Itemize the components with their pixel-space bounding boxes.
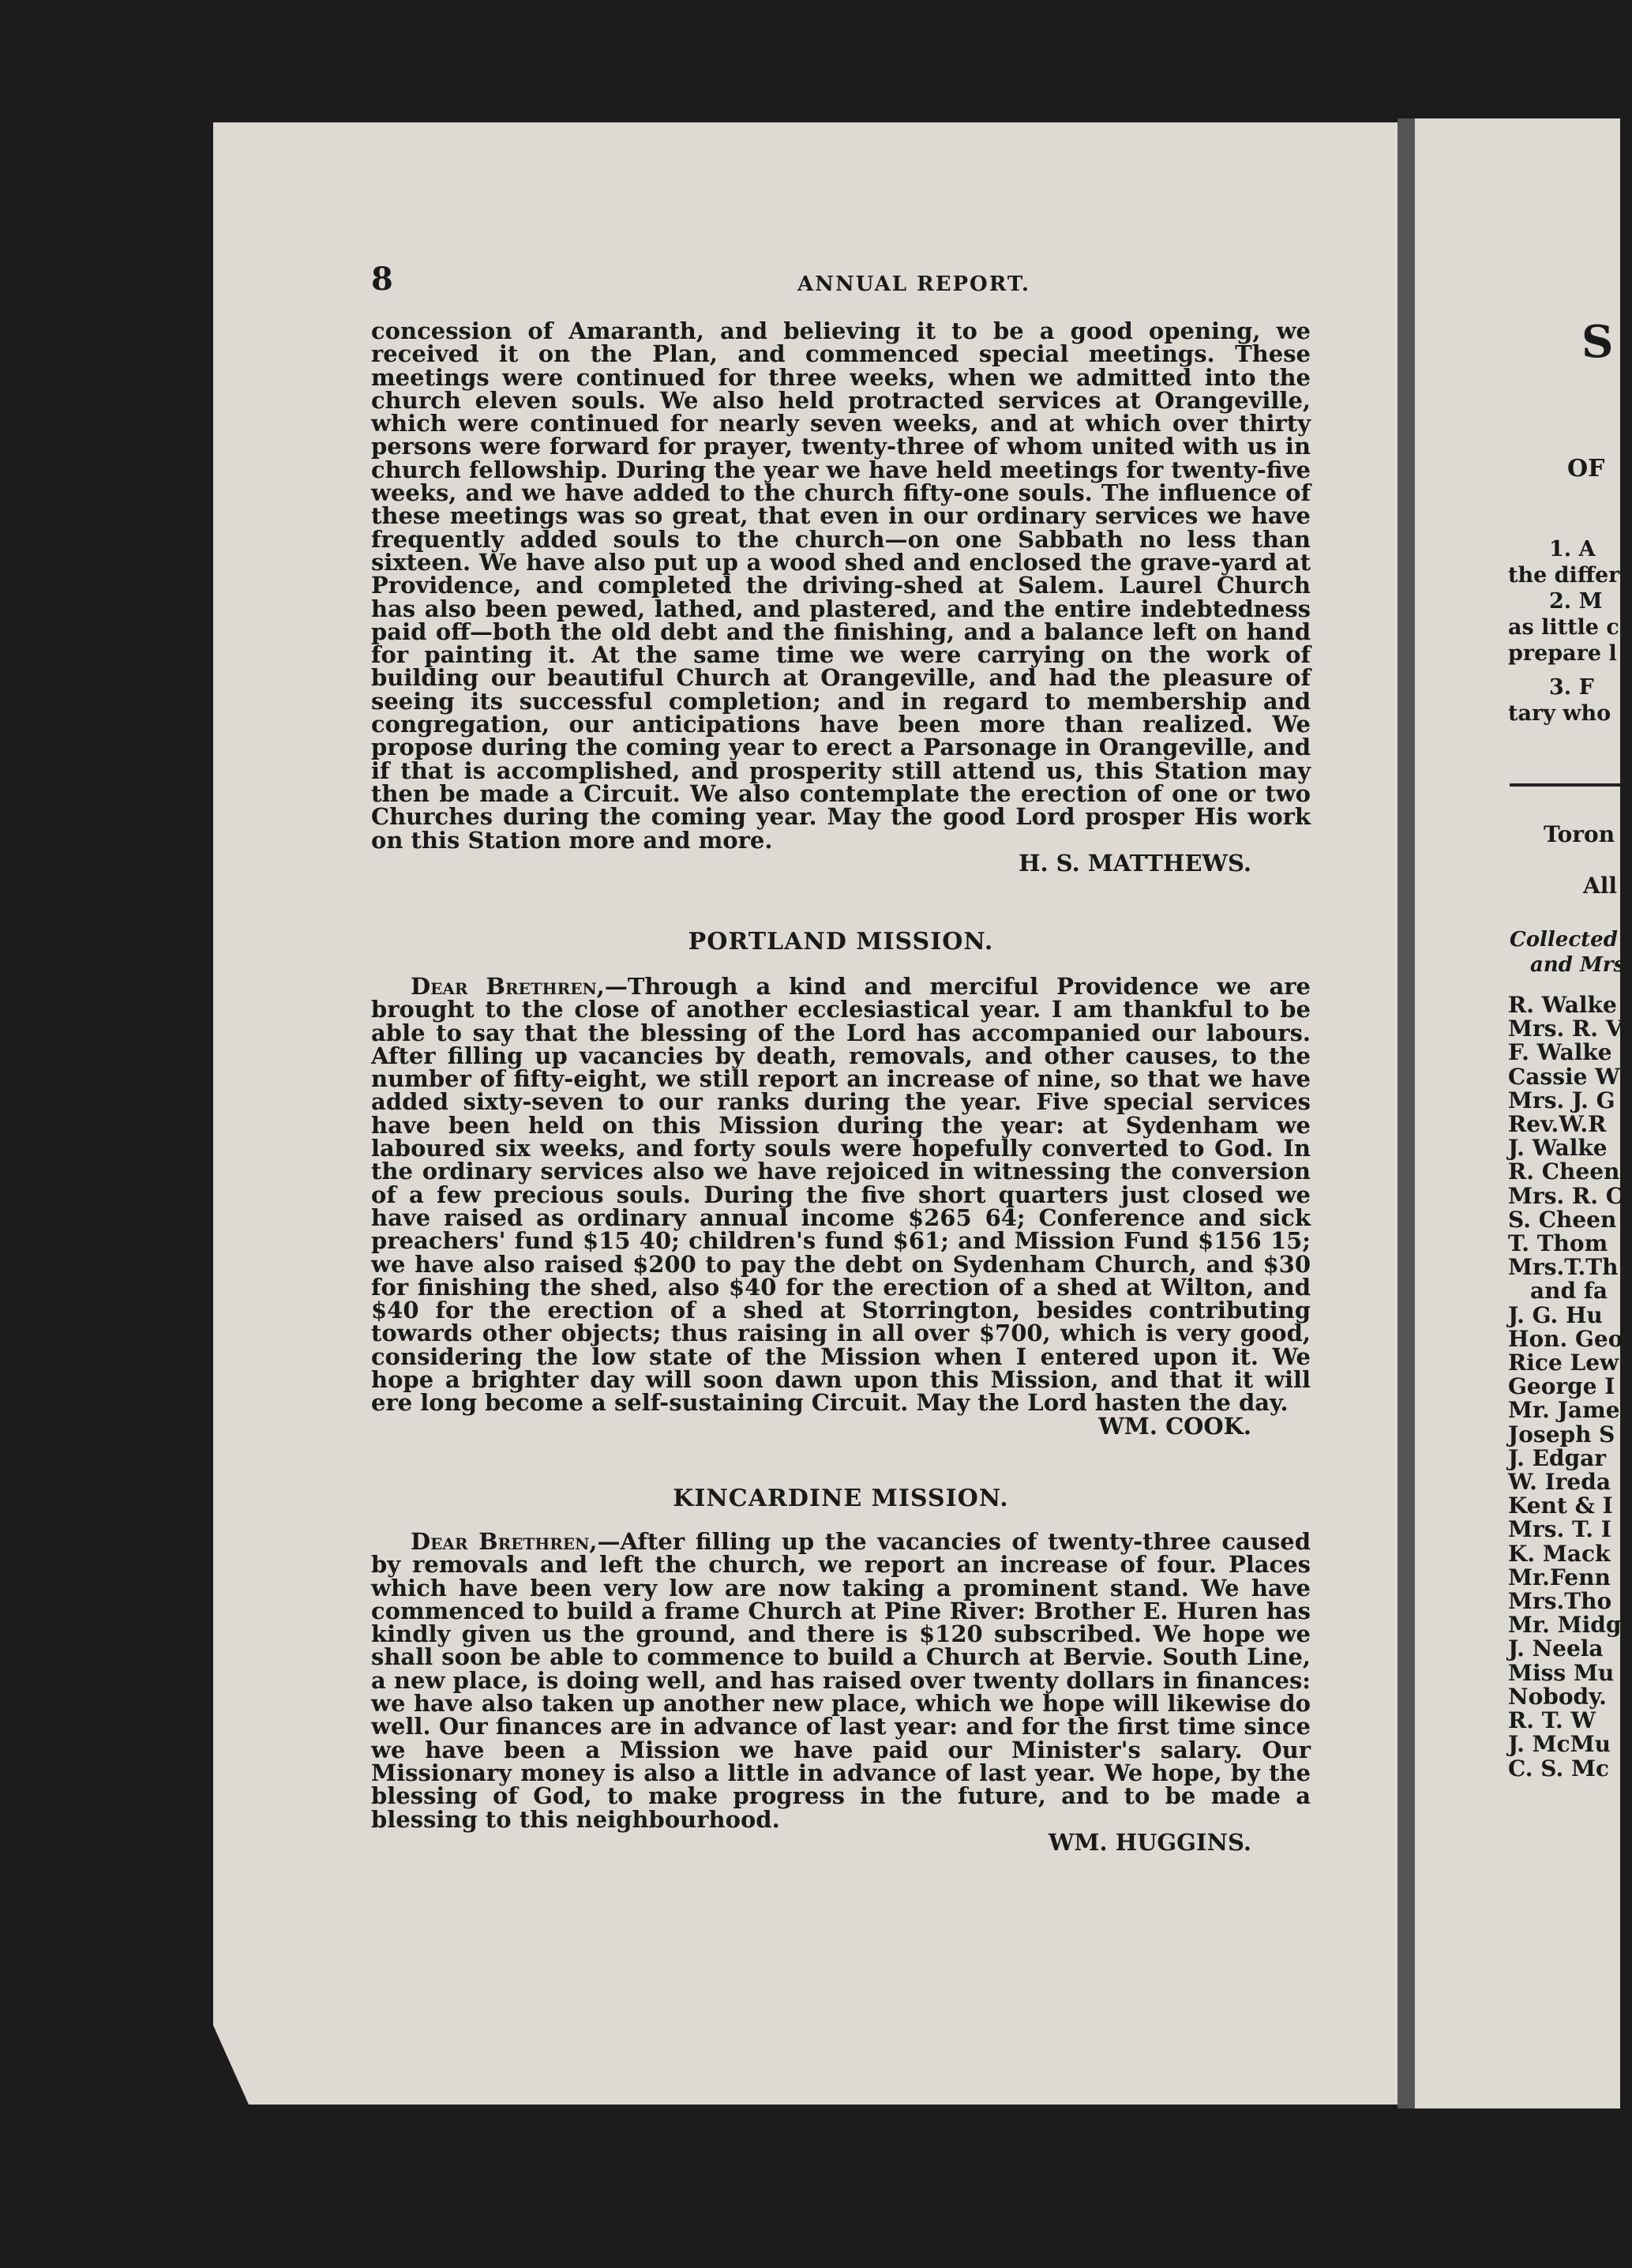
salutation: Dear Brethren, <box>411 1528 598 1555</box>
subscriber-name: Mrs. J. G <box>1508 1087 1615 1113</box>
subscriber-name: K. Mack <box>1508 1540 1611 1567</box>
subscriber-name: R. Walke <box>1508 992 1617 1018</box>
subscriber-name: Mr.Fenn <box>1508 1564 1611 1590</box>
running-head: ANNUAL REPORT. <box>797 272 1030 296</box>
subscriber-name: Hon. Geo <box>1508 1325 1623 1352</box>
subscriber-name: F. Walke <box>1508 1039 1612 1066</box>
right-line: as little c <box>1508 615 1619 640</box>
letter-body: —Through a kind and merciful Providence we are brought to the close of another ecclesiastical year. I am thankful to be able to say that the blessing of the Lord has accompanied our labours. After filling up vacancies by death, removals, and other causes, to the number of fifty-eight, we still report an increase of nine, so that we have added sixty-seven to our ranks during the year. Five special services have been held on this Mission during the year: at Sydenham we laboured six weeks, and forty souls were hopefully converted to God. In the ordinary services also we have rejoiced in witnessing the conversion of a few precious souls. During the five short quarters just closed we have raised as ordinary annual income $265 64; Conference and sick preachers' fund $15 40; children's fund $61; and Mission Fund $156 15; we have also raised $200 to pay the debt on Sydenham Church, and $30 for finishing the shed, also $40 for the erection of a shed at Wilton, and $40 for the erection of a shed at Storrington, besides contributing towards other objects; thus raising in all over $700, which is very good, considering the low state of the Mission when I entered upon it. We hope a brighter day will soon dawn upon this Mission, and that it will ere long become a self-sustaining Circuit. May the Lord hasten the day. <box>371 973 1311 1417</box>
subscriber-name: Mr. Jame <box>1508 1397 1620 1424</box>
subscriber-name: J. G. Hu <box>1508 1301 1603 1328</box>
signature: WM. COOK. <box>1098 1412 1251 1440</box>
continuation-signature: H. S. MATTHEWS. <box>1019 849 1251 877</box>
subscriber-name: Mrs. T. I <box>1508 1516 1611 1543</box>
continuation-block <box>371 317 1311 877</box>
section-heading: PORTLAND MISSION. <box>688 928 994 956</box>
page-gutter <box>1398 118 1415 2108</box>
right-line: tary who <box>1508 701 1611 726</box>
page-number: 8 <box>371 261 393 298</box>
signature: WM. HUGGINS. <box>1048 1828 1251 1856</box>
subscriber-name: Mrs.T.Th <box>1508 1254 1619 1281</box>
right-line: 2. M <box>1549 589 1603 614</box>
right-line: prepare l <box>1508 641 1617 666</box>
subscriber-name: J. McMu <box>1508 1731 1611 1758</box>
subscriber-name: Kent & I <box>1508 1493 1613 1519</box>
portland-mission-letter <box>371 975 1311 1438</box>
right-rule <box>1510 783 1620 787</box>
subscriber-names <box>1508 993 1623 1781</box>
right-collected-line: and Mrs. <box>1530 953 1632 977</box>
subscriber-name: Rice Lew <box>1508 1350 1619 1376</box>
letter-body: —After filling up the vacancies of twenty-three caused by removals and left the church, we report an increase of four. Places which have been very low are now taking a prominent stand. We have commenced to build a frame Church at Pine River: Brother E. Huren has kindly given us the ground, and there is $120 subscribed. We hope we shall soon be able to commence to build a Church at Bervie. South Line, a new place, is doing well, and has raised over twenty dollars in finances: we have also taken up another new place, which we hope will likewise do well. Our finances are in advance of last year: and for the first time since we have been a Mission we have paid our Minister's salary. Our Missionary money is also a little in advance of last year. We hope, by the blessing of God, to make progress in the future, and to be made a blessing to this neighbourhood. <box>371 1528 1311 1833</box>
subscriber-name: C. S. Mc <box>1508 1755 1610 1782</box>
subscriber-name: Mrs. R. C <box>1508 1182 1624 1209</box>
right-line: the differ <box>1508 563 1620 588</box>
subscriber-name: J. Edgar <box>1508 1444 1606 1471</box>
subscriber-name: R. Cheen <box>1508 1158 1620 1185</box>
subscriber-name: Mrs. R. V <box>1508 1016 1623 1042</box>
subscriber-name: J. Neela <box>1508 1635 1604 1662</box>
right-section-fragment: Toron <box>1544 821 1615 847</box>
subscriber-name: Nobody. <box>1508 1683 1607 1710</box>
subscriber-name: Mrs.Tho <box>1508 1588 1612 1615</box>
subscriber-name: T. Thom <box>1508 1230 1608 1257</box>
right-line: 3. F <box>1549 675 1594 700</box>
subscriber-name: Mr. Midg <box>1508 1612 1622 1639</box>
section-heading: KINCARDINE MISSION. <box>673 1485 1009 1512</box>
subscriber-name: W. Ireda <box>1508 1469 1611 1496</box>
right-subsection-fragment: All <box>1583 873 1617 899</box>
right-subtitle-fragment: OF <box>1567 455 1605 483</box>
subscriber-name: J. Walke <box>1508 1135 1608 1162</box>
subscriber-name: Cassie W <box>1508 1063 1620 1090</box>
subscriber-name: George I <box>1508 1373 1615 1400</box>
right-line: 1. A <box>1549 537 1596 561</box>
subscriber-name: Rev.W.R <box>1508 1111 1607 1138</box>
subscriber-name: R. T. W <box>1508 1707 1596 1734</box>
subscriber-name: Joseph S <box>1508 1421 1615 1448</box>
subscriber-name: S. Cheen <box>1508 1206 1617 1233</box>
right-collected-line: Collected <box>1510 928 1618 952</box>
continuation-text: concession of Amaranth, and believing it to be a good opening, we received it on the Plan, and commenced special meetings. These meetings were continued for three weeks, when we admitted into the church eleven souls. We also held protracted services at Orangeville, which were continued for nearly seven weeks, and at which over thirty persons were forward for prayer, twenty-three of whom united with us in church fellowship. During the year we have held meetings for twenty-five weeks, and we have added to the church fifty-one souls. The influence of these meetings was so great, that even in our ordinary services we have frequently added souls to the church—on one Sabbath no less than sixteen. We have also put up a wood shed and enclosed the grave-yard at Providence, and completed the driving-shed at Salem. Laurel Church has also been pewed, lathed, and plastered, and the entire indebtedness paid off—both the old debt and the finishing, and a balance left on hand for painting it. At the same time we were carrying on the work of building our beautiful Church at Orangeville, and had the pleasure of seeing its successful completion; and in regard to membership and congregation, our anticipations have been more than realized. We propose during the coming year to erect a Parsonage in Orangeville, and if that is accomplished, and prosperity still attend us, this Station may then be made a Circuit. We also contemplate the erection of one or two Churches during the coming year. May the good Lord prosper His work on this Station more and more. <box>371 317 1311 854</box>
kincardine-mission-letter <box>371 1530 1311 1854</box>
right-title-fragment: S <box>1581 316 1614 368</box>
subscriber-name: and fa <box>1530 1278 1608 1305</box>
salutation: Dear Brethren, <box>411 973 605 1000</box>
subscriber-name: Miss Mu <box>1508 1659 1615 1686</box>
